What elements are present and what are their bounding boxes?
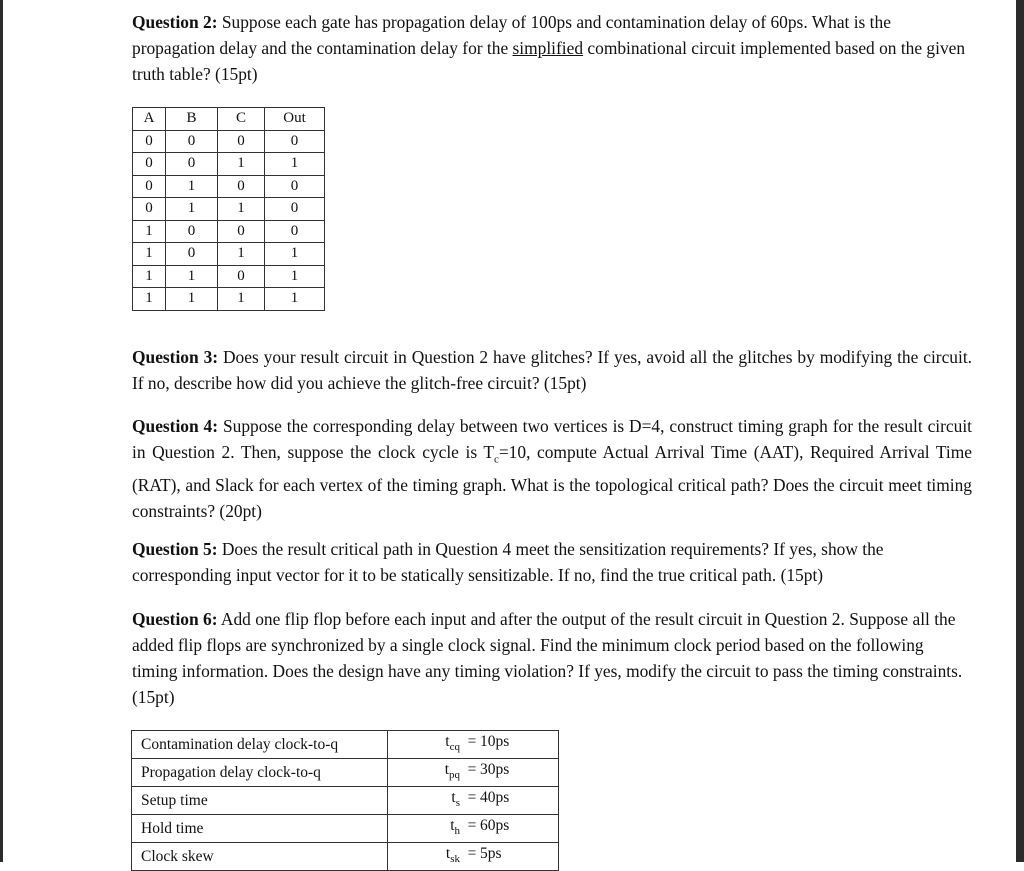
equals-sign: =: [467, 761, 477, 779]
equals-sign: =: [467, 733, 477, 750]
question-2-label: Question 2:: [132, 12, 218, 32]
truth-table-cell: 1: [265, 243, 325, 266]
timing-label: Clock skew: [132, 843, 388, 871]
truth-table-cell: 0: [133, 130, 166, 153]
timing-symbol-subscript: pq: [449, 769, 460, 782]
truth-table-header-row: [133, 108, 325, 131]
truth-table-cell: 1: [133, 243, 166, 266]
truth-table-cell: 0: [218, 175, 265, 198]
left-window-edge: [0, 0, 3, 862]
clock-cycle-subscript: c: [493, 453, 499, 466]
timing-label: Propagation delay clock-to-q: [132, 759, 388, 787]
question-2-text-a: Suppose each gate has propagation delay of 100ps and contamination delay of 60ps. What is the propagation delay and the contamination delay for the: [132, 12, 891, 58]
truth-table-row: [133, 175, 325, 198]
question-4-label: Question 4:: [132, 416, 219, 436]
truth-table-cell: 0: [218, 130, 265, 153]
question-3-label: Question 3:: [132, 347, 219, 367]
right-window-edge: [1016, 0, 1024, 862]
truth-table-row: [133, 243, 325, 266]
question-2: [132, 9, 972, 87]
truth-table-cell: 1: [218, 198, 265, 221]
truth-table-row: [133, 130, 325, 153]
timing-symbol-subscript: cq: [449, 741, 460, 754]
truth-table-cell: 1: [218, 288, 265, 311]
question-2-text-b: combinational circuit implemented based on the given truth table? (15pt): [132, 38, 966, 84]
timing-symbol-base: t: [445, 845, 451, 863]
truth-table-cell: 1: [265, 265, 325, 288]
question-6-label: Question 6:: [132, 609, 218, 629]
timing-value-cell: [388, 843, 559, 871]
timing-symbol: [388, 731, 464, 758]
timing-value: 40ps: [480, 789, 510, 807]
timing-label: Setup time: [132, 787, 388, 815]
timing-symbol-base: t: [444, 761, 449, 779]
timing-value-cell: [388, 731, 559, 759]
question-4-text-b: =10, compute Actual Arrival Time (AAT), Required Arrival Time (RAT), and Slack for each vertex of the timing graph. What is the topological critical path? Does the circuit meet timing constraints? (20pt): [132, 442, 972, 522]
truth-table-cell: 1: [166, 175, 218, 198]
equals-sign: =: [467, 817, 477, 835]
timing-value-cell: [388, 815, 559, 843]
truth-table-cell: 0: [133, 175, 166, 198]
truth-table-cell: 0: [166, 243, 218, 266]
timing-symbol-base: t: [445, 733, 450, 750]
question-2-underlined-word: simplified: [512, 38, 584, 58]
timing-symbol: [388, 843, 464, 870]
question-3: [132, 344, 972, 396]
timing-label: Contamination delay clock-to-q: [132, 731, 388, 759]
truth-table-cell: 1: [166, 288, 218, 311]
truth-table-cell: 1: [218, 243, 265, 266]
truth-table-row: [133, 153, 325, 176]
truth-table-cell: 1: [133, 265, 166, 288]
truth-table: [132, 107, 325, 311]
truth-table-cell: 0: [265, 175, 325, 198]
timing-row: [132, 843, 559, 871]
truth-table-row: [133, 288, 325, 311]
truth-table-row: [133, 198, 325, 221]
question-4-text-a: Suppose the corresponding delay between two vertices is D=4, construct timing graph for the result circuit in Question 2. Then, suppose the clock cycle is T: [132, 416, 973, 462]
truth-table-cell: 1: [265, 288, 325, 311]
truth-table-header-b: B: [166, 108, 218, 131]
question-5-text: Does the result critical path in Question 4 meet the sensitization requirements? If yes, show the corresponding input vector for it to be statically sensitizable. If no, find the true critical path. (15pt): [132, 539, 884, 585]
timing-symbol: [388, 787, 464, 814]
timing-value-cell: [388, 787, 559, 815]
equals-sign: =: [467, 845, 477, 863]
timing-symbol: [388, 815, 464, 842]
question-6: [132, 606, 972, 710]
truth-table-cell: 1: [133, 220, 166, 243]
question-6-text: Add one flip flop before each input and after the output of the result circuit in Question 2. Suppose all the added flip flops are synchronized by a single clock signal. Find the minimum clock period based on the following timing information. Does the design have any timing violation? If yes, modify the circuit to pass the timing constraints. (15pt): [132, 609, 963, 707]
truth-table-cell: 0: [133, 153, 166, 176]
truth-table-cell: 0: [166, 153, 218, 176]
truth-table-row: [133, 265, 325, 288]
truth-table-cell: 1: [265, 153, 325, 176]
truth-table-cell: 0: [166, 130, 218, 153]
timing-value: 30ps: [480, 761, 510, 779]
timing-row: [132, 731, 559, 759]
timing-symbol-base: t: [451, 789, 456, 807]
timing-value: 10ps: [480, 733, 510, 750]
question-5-label: Question 5:: [132, 539, 218, 559]
truth-table-header-c: C: [218, 108, 265, 131]
timing-value-cell: [388, 759, 559, 787]
truth-table-row: [133, 220, 325, 243]
truth-table-cell: 1: [166, 198, 218, 221]
truth-table-cell: 0: [265, 130, 325, 153]
truth-table-cell: 0: [166, 220, 218, 243]
question-4: [132, 413, 972, 524]
truth-table-header-out: Out: [265, 108, 325, 131]
truth-table-cell: 0: [218, 265, 265, 288]
timing-symbol-subscript: sk: [450, 853, 460, 866]
timing-symbol-base: t: [450, 817, 455, 835]
truth-table-cell: 0: [265, 220, 325, 243]
question-5: [132, 536, 972, 588]
truth-table-cell: 1: [133, 288, 166, 311]
truth-table-cell: 0: [265, 198, 325, 221]
truth-table-cell: 1: [166, 265, 218, 288]
timing-row: [132, 759, 559, 787]
timing-table: [131, 730, 559, 871]
timing-symbol-subscript: h: [454, 825, 460, 838]
timing-value: 60ps: [480, 817, 510, 835]
timing-label: Hold time: [132, 815, 388, 843]
truth-table-cell: 1: [218, 153, 265, 176]
question-3-text: Does your result circuit in Question 2 have glitches? If yes, avoid all the glitches by modifying the circuit. If no, describe how did you achieve the glitch-free circuit? (15pt): [132, 347, 972, 393]
timing-row: [132, 787, 559, 815]
truth-table-cell: 0: [218, 220, 265, 243]
truth-table-header-a: A: [133, 108, 166, 131]
equals-sign: =: [467, 789, 477, 807]
truth-table-cell: 0: [133, 198, 166, 221]
timing-value: 5ps: [480, 845, 502, 863]
timing-symbol-subscript: s: [455, 797, 460, 810]
timing-symbol: [388, 759, 464, 786]
timing-row: [132, 815, 559, 843]
